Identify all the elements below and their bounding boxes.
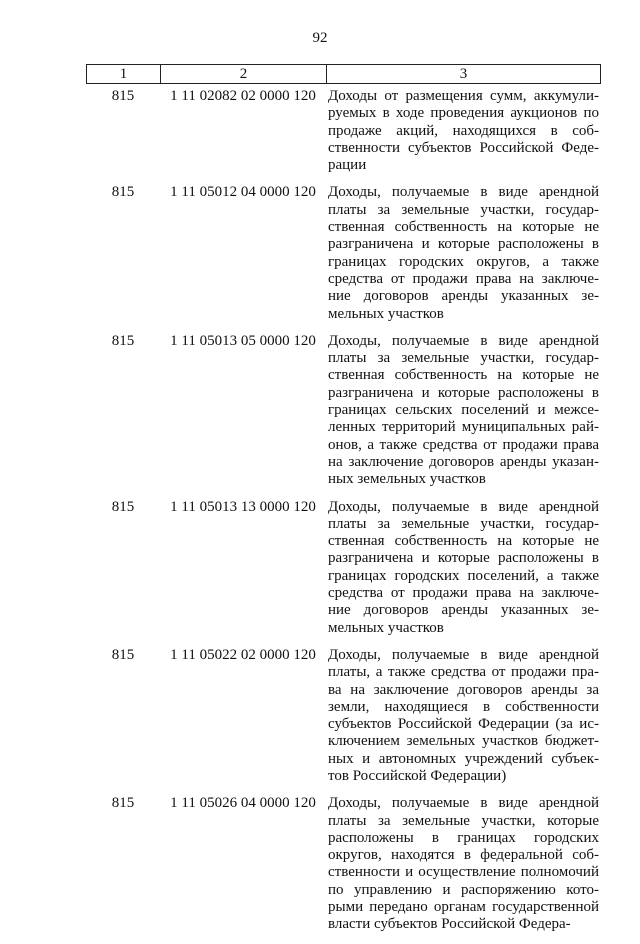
description-line: ственная собственность на которые не [328, 219, 599, 236]
admin-code-cell: 815 [111, 795, 135, 812]
description-line: округов, находятся в федеральной соб- [328, 847, 599, 864]
description-line: ных земельных участков [328, 471, 486, 488]
description-cell [328, 499, 599, 637]
description-line: разграничена и которые расположены в [328, 236, 599, 253]
description-line: Доходы от размещения сумм, аккумули- [328, 88, 599, 104]
description-line: разграничена и которые расположены в [328, 384, 599, 401]
table-row [86, 647, 600, 785]
admin-code-cell: 815 [111, 88, 135, 104]
description-line: ных и автономных учреждений субъек- [328, 750, 599, 767]
description-line: ственная собственность на которые не [328, 533, 599, 550]
description-line: ние договоров аренды указанных зе- [328, 602, 599, 619]
description-line: границах городских поселений, а также [328, 567, 599, 584]
description-cell [328, 333, 599, 489]
budget-code-cell: 1 11 02082 02 0000 120 [170, 88, 316, 104]
description-line: тов Российской Федерации) [328, 767, 507, 784]
description-cell [328, 647, 599, 785]
description-line: платы за земельные участки, государ- [328, 515, 599, 532]
header-col-3: 3 [327, 65, 601, 84]
header-col-2: 2 [161, 65, 327, 84]
budget-code-cell: 1 11 05022 02 0000 120 [170, 646, 316, 663]
description-line: ключением земельных участков бюджет- [328, 733, 599, 750]
header-col-1: 1 [87, 65, 161, 84]
admin-code-cell: 815 [111, 498, 135, 515]
description-line: рыми передано органам государственной [328, 899, 599, 916]
table-row [86, 795, 600, 933]
description-line: власти субъектов Российской Федера- [328, 916, 571, 933]
description-line: средства от продажи права на заключе- [328, 270, 599, 287]
description-line: платы за земельные участки, государ- [328, 201, 599, 218]
description-line: ственности и осуществление полномочий [328, 864, 599, 881]
description-line: Доходы, получаемые в виде арендной [328, 332, 599, 349]
description-line: расположены в границах городских [328, 829, 599, 846]
description-line: разграничена и которые расположены в [328, 550, 599, 567]
description-cell [328, 184, 599, 322]
description-line: Доходы, получаемые в виде арендной [328, 184, 599, 201]
description-line: ственности субъектов Российской Феде- [328, 139, 599, 156]
description-line: ственная собственность на которые не [328, 367, 599, 384]
budget-code-cell: 1 11 05012 04 0000 120 [170, 184, 316, 201]
table-header [86, 64, 601, 84]
page-number: 92 [312, 30, 328, 46]
description-line: по управлению и распоряжению кото- [328, 881, 599, 898]
description-line: средства от продажи права на заключе- [328, 585, 599, 602]
description-line: на заключение договоров аренды указан- [328, 453, 599, 470]
description-line: ние договоров аренды указанных зе- [328, 288, 599, 305]
description-line: платы за земельные участки, государ- [328, 350, 599, 367]
description-line: ленных территорий муниципальных рай- [328, 419, 599, 436]
description-cell [328, 88, 599, 174]
table-row [86, 499, 600, 637]
description-line: ва на заключение договоров аренды за [328, 681, 599, 698]
description-line: мельных участков [328, 305, 444, 322]
description-line: рации [328, 157, 367, 174]
description-line: платы, а также средства от продажи пра- [328, 664, 599, 681]
budget-code-cell: 1 11 05013 13 0000 120 [170, 498, 316, 515]
description-cell [328, 795, 599, 933]
description-line: Доходы, получаемые в виде арендной [328, 795, 599, 812]
description-line: субъектов Российской Федерации (за ис- [328, 716, 599, 733]
description-line: мельных участков [328, 619, 444, 636]
description-line: руемых в ходе проведения аукционов по [328, 105, 599, 122]
description-line: продаже акций, находящихся в соб- [328, 122, 599, 139]
table-body [86, 88, 600, 944]
budget-code-cell: 1 11 05013 05 0000 120 [170, 332, 316, 349]
description-line: Доходы, получаемые в виде арендной [328, 498, 599, 515]
table-row [86, 333, 600, 489]
description-line: платы за земельные участки, которые [328, 812, 599, 829]
table-row [86, 184, 600, 322]
description-line: границах городских округов, а также [328, 253, 599, 270]
budget-code-cell: 1 11 05026 04 0000 120 [170, 795, 316, 812]
description-line: онов, а также средства от продажи права [328, 436, 599, 453]
admin-code-cell: 815 [111, 332, 135, 349]
admin-code-cell: 815 [111, 646, 135, 663]
admin-code-cell: 815 [111, 184, 135, 201]
description-line: земли, находящиеся в собственности [328, 698, 599, 715]
description-line: границах сельских поселений и межсе- [328, 402, 599, 419]
table-row [86, 88, 600, 174]
description-line: Доходы, получаемые в виде арендной [328, 646, 599, 663]
